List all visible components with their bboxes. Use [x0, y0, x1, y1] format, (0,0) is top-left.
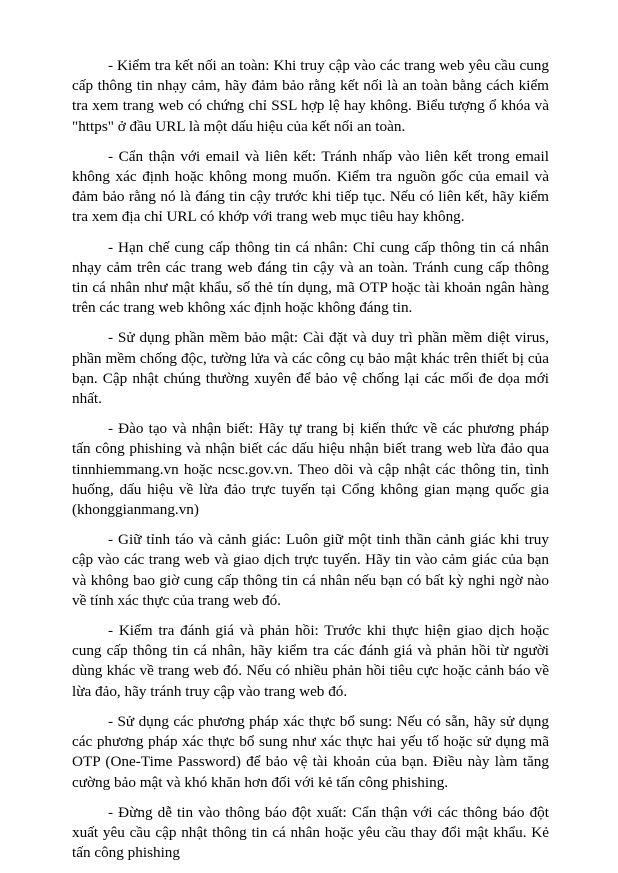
document-body	[72, 56, 549, 873]
paragraph-extra-authentication: - Sử dụng các phương pháp xác thực bổ sung: Nếu có sẵn, hãy sử dụng các phương pháp xác thực bổ sung như xác thực hai yếu tố hoặc sử dụng mã OTP (One-Time Password) để bảo vệ tài khoản của bạn. Điều này làm tăng cường bảo mật và khó khăn hơn đối với kẻ tấn công phishing.	[72, 712, 549, 791]
paragraph-sudden-notifications: - Đừng dễ tin vào thông báo đột xuất: Cẩn thận với các thông báo đột xuất yêu cầu cập nhật thông tin cá nhân hoặc yêu cầu thay đổi mật khẩu. Kẻ tấn công phishing	[72, 803, 549, 862]
paragraph-reviews-feedback: - Kiểm tra đánh giá và phản hồi: Trước khi thực hiện giao dịch hoặc cung cấp thông tin cá nhân, hãy kiểm tra các đánh giá và phản hồi từ người dùng khác về trang web đó. Nếu có nhiều phản hồi tiêu cực hoặc cảnh báo về lừa đảo, hãy tránh truy cập vào trang web đó.	[72, 622, 549, 700]
paragraph-limit-personal-info: - Hạn chế cung cấp thông tin cá nhân: Chỉ cung cấp thông tin cá nhân nhạy cảm trên các trang web đáng tin cậy và an toàn. Tránh cung cấp thông tin cá nhân như mật khẩu, số thẻ tín dụng, mã OTP hoặc tài khoản ngân hàng trên các trang web không xác định hoặc không đáng tin.	[72, 238, 549, 317]
paragraph-email-links: - Cẩn thận với email và liên kết: Tránh nhấp vào liên kết trong email không xác định hoặc không mong muốn. Kiểm tra nguồn gốc của email và đảm bảo rằng nó là đáng tin cậy trước khi tiếp tục. Nếu có liên kết, hãy kiểm tra xem địa chỉ URL có khớp với trang web mục tiêu hay không.	[72, 147, 549, 226]
paragraph-secure-connection: - Kiểm tra kết nối an toàn: Khi truy cập vào các trang web yêu cầu cung cấp thông tin nhạy cảm, hãy đảm bảo rằng kết nối là an toàn bằng cách kiểm tra xem trang web có chứng chỉ SSL hợp lệ hay không. Biểu tượng ổ khóa và "https" ở đầu URL là một dấu hiệu của kết nối an toàn.	[72, 57, 549, 135]
paragraph-security-software: - Sử dụng phần mềm bảo mật: Cài đặt và duy trì phần mềm diệt virus, phần mềm chống độc, tường lửa và các công cụ bảo mật khác trên thiết bị của bạn. Cập nhật chúng thường xuyên để bảo vệ chống lại các mối đe dọa mới nhất.	[72, 329, 549, 408]
paragraph-training-awareness: - Đào tạo và nhận biết: Hãy tự trang bị kiến thức về các phương pháp tấn công phishing và nhận biết các dấu hiệu nhận biết trang web lừa đảo qua tinnhiemmang.vn hoặc ncsc.gov.vn. Theo dõi và cập nhật các thông tin, tình huống, dấu hiệu về lừa đảo trực tuyến tại Cổng không gian mạng quốc gia (khonggianmang.vn)	[72, 420, 549, 519]
paragraph-stay-alert: - Giữ tỉnh táo và cảnh giác: Luôn giữ một tinh thần cảnh giác khi truy cập vào các trang web và giao dịch trực tuyến. Hãy tin vào cảm giác của bạn và không bao giờ cung cấp thông tin cá nhân nếu bạn có bất kỳ nghi ngờ nào về tính xác thực của trang web đó.	[72, 531, 549, 609]
